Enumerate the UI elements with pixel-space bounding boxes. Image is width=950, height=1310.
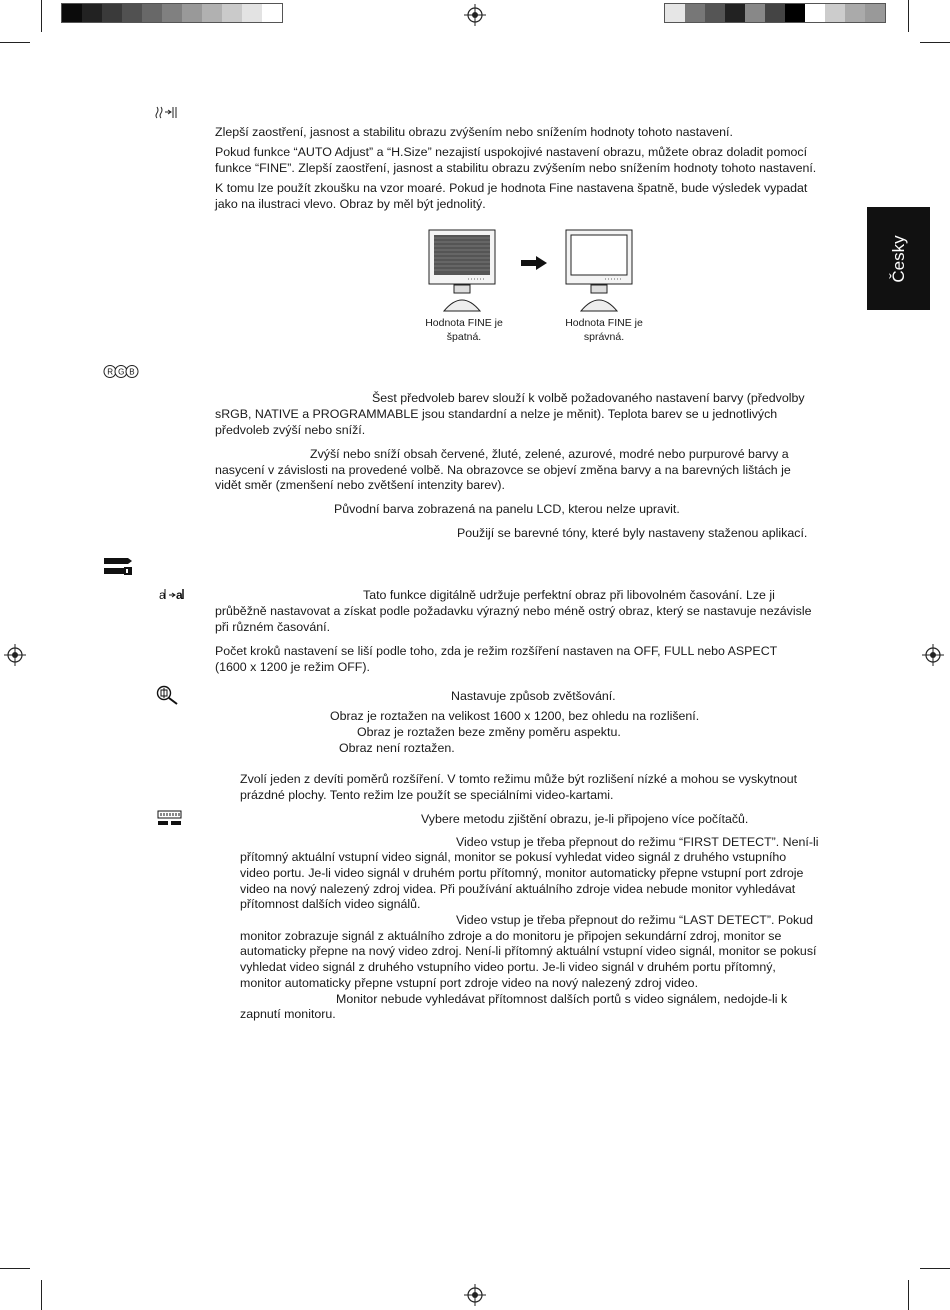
video-last: vyhledat video signál z druhého vstupního video portu. Je-li video signál v druhém portu přítomný, bbox=[240, 960, 776, 974]
language-tab-label: Česky bbox=[888, 234, 908, 283]
caption-bad bbox=[409, 316, 519, 344]
caption-bad-line: Hodnota FINE je bbox=[425, 317, 503, 329]
video-detect-icon bbox=[157, 810, 183, 827]
caption-good bbox=[549, 316, 659, 344]
registration-mark-icon bbox=[464, 1284, 486, 1306]
color-adjust: Zvýší nebo sníží obsah červené, žluté, zelené, azurové, modré nebo purpurové barvy a bbox=[310, 447, 789, 461]
crop-mark bbox=[41, 1280, 42, 1310]
registration-mark-icon bbox=[464, 4, 486, 26]
crop-mark bbox=[920, 1268, 950, 1269]
sharpness-steps: Počet kroků nastavení se liší podle toho, zda je režim rozšíření nastaven na OFF, FULL nebo ASPECT bbox=[215, 644, 778, 658]
sharpness-text: průběžně nastavovat a získat podle požadavku výrazný nebo méně ostrý obraz, který se nastavuje nezávisle bbox=[215, 604, 812, 618]
fine-paragraph: Pokud funkce “AUTO Adjust” a “H.Size” nezajistí uspokojivé nastavení obrazu, můžete obraz doladit pomocí bbox=[215, 145, 808, 159]
video-last: monitor zobrazuje signál z aktuálního zdroje a do monitoru je připojen sekundární zdroj, monitor se bbox=[240, 929, 782, 943]
color-adjust: nasycení v závislosti na provedené volbě. Na obrazovce se objeví změna barvy a na barevných lištách je bbox=[215, 463, 791, 477]
video-none: Monitor nebude vyhledávat přítomnost dalších portů s video signálem, nedojde-li k bbox=[336, 992, 788, 1006]
color-native: Původní barva zobrazená na panelu LCD, kterou nelze upravit. bbox=[334, 502, 680, 516]
caption-good-line: Hodnota FINE je bbox=[565, 317, 643, 329]
video-first: přítomnost dalších video signálů. bbox=[240, 897, 421, 911]
crop-mark bbox=[908, 0, 909, 32]
rgb-icon bbox=[103, 364, 139, 379]
video-last: Video vstup je třeba přepnout do režimu “LAST DETECT”. Pokud bbox=[456, 913, 813, 927]
svg-text:R: R bbox=[107, 367, 114, 377]
video-first: video na nový nalezený zdroj videa. Při používání aktuálního zdroje videa nebude monitor vyhledávat bbox=[240, 882, 796, 896]
registration-mark-icon bbox=[922, 644, 944, 666]
video-first: Video vstup je třeba přepnout do režimu “FIRST DETECT”. Není-li bbox=[456, 835, 819, 849]
sharpness-steps: (1600 x 1200 je režim OFF). bbox=[215, 660, 370, 674]
grayscale-strip-left bbox=[61, 3, 283, 23]
video-first: přítomný aktuální vstupní video signál, monitor se pokusí vyhledat video signál z druhého vstupního bbox=[240, 850, 787, 864]
monitor-bad-illustration bbox=[428, 229, 500, 314]
crop-mark bbox=[908, 1280, 909, 1310]
caption-good-line: správná. bbox=[583, 331, 625, 343]
expansion-icon bbox=[156, 685, 180, 705]
color-intro: Šest předvoleb barev slouží k volbě požadovaného nastavení barvy (předvolby bbox=[372, 391, 805, 405]
sharpness-icon bbox=[159, 587, 187, 602]
svg-text:a: a bbox=[159, 588, 166, 602]
video-none: zapnutí monitoru. bbox=[240, 1007, 336, 1021]
fine-paragraph: jako na ilustraci vlevo. Obraz by měl být jednolitý. bbox=[215, 197, 486, 211]
fine-icon bbox=[155, 106, 179, 119]
fine-paragraph: Zlepší zaostření, jasnost a stabilitu obrazu zvýšením nebo snížením hodnoty tohoto nastavení. bbox=[215, 125, 733, 139]
color-intro: sRGB, NATIVE a PROGRAMMABLE jsou standardní a nelze je měnit). Teplota barev se u jednotlivých bbox=[215, 407, 778, 421]
svg-text:a: a bbox=[176, 588, 183, 602]
caption-bad-line: špatná. bbox=[446, 331, 482, 343]
video-last: automaticky přepne na nový video zdroj. Není-li přítomný aktuální vstupní video signál, monitor se pokusí bbox=[240, 944, 817, 958]
crop-mark bbox=[41, 0, 42, 32]
fine-paragraph: funkce “FINE”. Zlepší zaostření, jasnost a stabilitu obrazu zvýšením nebo snížením hodnoty tohoto nastavení. bbox=[215, 161, 817, 175]
video-last: monitor automaticky přepne vstupní port zdroje video na nový nalezený zdroj video. bbox=[240, 976, 699, 990]
expansion-aspect: Obraz je roztažen beze změny poměru aspektu. bbox=[357, 725, 621, 739]
expansion-custom: Zvolí jeden z devíti poměrů rozšíření. V tomto režimu může být rozlišení nízké a mohou se vyskytnout bbox=[240, 772, 798, 786]
grayscale-strip-right bbox=[664, 3, 886, 23]
sharpness-text: při různém časování. bbox=[215, 620, 331, 634]
video-detect-intro: Vybere metodu zjištění obrazu, je-li připojeno více počítačů. bbox=[421, 812, 749, 826]
expansion-full: Obraz je roztažen na velikost 1600 x 1200, bez ohledu na rozlišení. bbox=[330, 709, 700, 723]
fine-paragraph: K tomu lze použít zkoušku na vzor moaré. Pokud je hodnota Fine nastavena špatně, bude výsledek vypadat bbox=[215, 181, 808, 195]
arrow-right-icon bbox=[520, 256, 548, 270]
expansion-custom: prázdné plochy. Tento režim lze použít se speciálními video-kartami. bbox=[240, 788, 614, 802]
color-adjust: vidět směr (zmenšení nebo zvětšení intenzity barev). bbox=[215, 478, 505, 492]
expansion-off: Obraz není roztažen. bbox=[339, 741, 455, 755]
color-intro: předvoleb zvýší nebo sníží. bbox=[215, 423, 366, 437]
svg-text:B: B bbox=[129, 367, 135, 377]
registration-mark-icon bbox=[4, 644, 26, 666]
crop-mark bbox=[0, 42, 30, 43]
video-first: video portu. Je-li video signál v druhém portu přítomný, monitor automaticky přepne vstupní port zdroje bbox=[240, 866, 804, 880]
crop-mark bbox=[920, 42, 950, 43]
language-tab bbox=[867, 207, 930, 310]
expansion-intro: Nastavuje způsob zvětšování. bbox=[451, 689, 616, 703]
tools-icon bbox=[102, 555, 134, 578]
svg-text:G: G bbox=[118, 367, 125, 377]
color-programmable: Použijí se barevné tóny, které byly nastaveny staženou aplikací. bbox=[457, 526, 808, 540]
sharpness-text: Tato funkce digitálně udržuje perfektní obraz při libovolném časování. Lze ji bbox=[363, 588, 775, 602]
monitor-good-illustration bbox=[565, 229, 637, 314]
crop-mark bbox=[0, 1268, 30, 1269]
